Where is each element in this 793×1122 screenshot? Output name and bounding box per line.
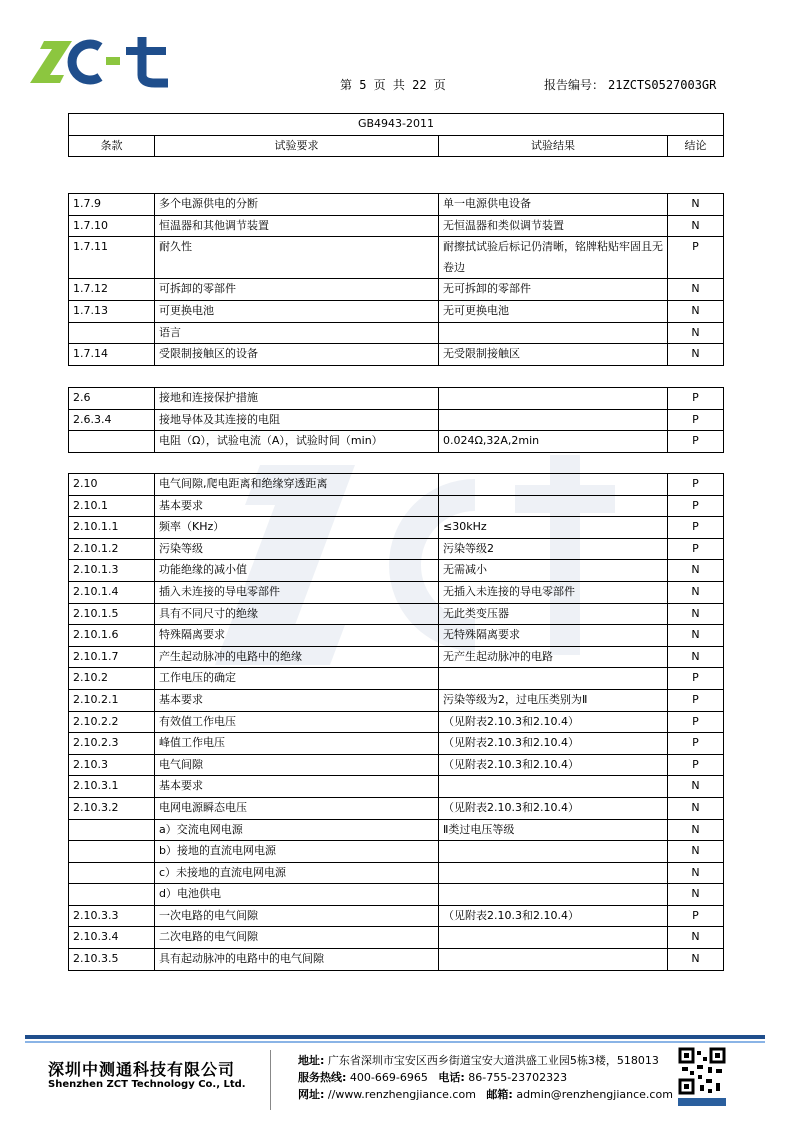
standard-title: GB4943-2011 [69,114,724,136]
verdict: P [668,474,724,496]
clause-row [69,560,724,582]
test-requirement: 具有不同尺寸的绝缘 [155,603,439,625]
test-requirement: 基本要求 [155,495,439,517]
test-requirement: 插入未连接的导电零部件 [155,581,439,603]
clause-row [69,776,724,798]
clause-row [69,279,724,301]
clause-number: 1.7.9 [69,194,155,216]
clause-row [69,733,724,755]
clause-number: 2.10.3.5 [69,949,155,971]
clause-number: 2.10.1.7 [69,646,155,668]
test-requirement: 一次电路的电气间隙 [155,905,439,927]
verdict: N [668,279,724,301]
verdict: N [668,819,724,841]
verdict: N [668,603,724,625]
clause-row [69,905,724,927]
test-result: （见附表2.10.3和2.10.4） [439,797,668,819]
clause-number: 2.10.1.4 [69,581,155,603]
verdict: N [668,927,724,949]
clause-number: 2.10.1.2 [69,538,155,560]
clause-row [69,237,724,279]
clause-number: 2.10.3 [69,754,155,776]
header-verdict: 结论 [668,135,724,157]
test-result [439,322,668,344]
clause-number: 2.10.3.2 [69,797,155,819]
test-result [439,776,668,798]
footer-contact [298,1052,673,1103]
test-result: Ⅱ类过电压等级 [439,819,668,841]
verdict: P [668,689,724,711]
test-result: （见附表2.10.3和2.10.4） [439,905,668,927]
test-result [439,388,668,410]
verdict: P [668,668,724,690]
qr-code-icon [678,1047,726,1095]
test-result [439,862,668,884]
test-requirement: 功能绝缘的减小值 [155,560,439,582]
test-result [439,884,668,906]
clause-row [69,949,724,971]
test-result [439,949,668,971]
clause-row [69,884,724,906]
clause-number: 2.10.3.4 [69,927,155,949]
test-result: 无产生起动脉冲的电路 [439,646,668,668]
test-result [439,668,668,690]
clause-row [69,646,724,668]
clause-number: 2.10.2 [69,668,155,690]
verdict: P [668,905,724,927]
test-requirement: 耐久性 [155,237,439,279]
test-requirement: a）交流电网电源 [155,819,439,841]
clause-number: 2.10.2.3 [69,733,155,755]
test-result: 无需减小 [439,560,668,582]
test-requirement: 基本要求 [155,776,439,798]
clause-number: 1.7.13 [69,300,155,322]
test-requirement: 工作电压的确定 [155,668,439,690]
test-requirement: 接地导体及其连接的电阻 [155,409,439,431]
verdict: N [668,949,724,971]
company-logo [30,35,175,90]
clause-row [69,797,724,819]
verdict: N [668,884,724,906]
test-requirement: d）电池供电 [155,884,439,906]
verdict: N [668,300,724,322]
hotline-label: 服务热线: [298,1071,347,1084]
test-result: 无可更换电池 [439,300,668,322]
test-result: （见附表2.10.3和2.10.4） [439,754,668,776]
verdict: P [668,388,724,410]
company-name-cn: 深圳中测通科技有限公司 [48,1060,236,1079]
clause-table-marking [68,193,724,366]
clause-number: 2.6 [69,388,155,410]
test-requirement: 恒温器和其他调节装置 [155,215,439,237]
clause-number: 2.10.1.3 [69,560,155,582]
clause-row [69,581,724,603]
test-result [439,927,668,949]
verdict: N [668,797,724,819]
verdict: P [668,711,724,733]
verdict: N [668,862,724,884]
clause-table-clearances [68,473,724,971]
header-requirement: 试验要求 [155,135,439,157]
email-link[interactable]: admin@renzhengjiance.com [516,1088,673,1101]
clause-number: 2.10.3.1 [69,776,155,798]
clause-row [69,322,724,344]
test-result [439,841,668,863]
test-requirement: 电气间隙 [155,754,439,776]
test-requirement: b）接地的直流电网电源 [155,841,439,863]
verdict: N [668,841,724,863]
clause-row [69,754,724,776]
clause-number [69,862,155,884]
test-requirement: 峰值工作电压 [155,733,439,755]
hotline: 400-669-6965 [349,1071,428,1084]
test-requirement: 电气间隙,爬电距离和绝缘穿透距离 [155,474,439,496]
test-result: 耐擦拭试验后标记仍清晰，铭牌粘贴牢固且无卷边 [439,237,668,279]
test-requirement: 可更换电池 [155,300,439,322]
clause-number [69,431,155,453]
clause-number: 2.10 [69,474,155,496]
clause-row [69,474,724,496]
test-requirement: 多个电源供电的分断 [155,194,439,216]
clause-number: 2.10.1 [69,495,155,517]
test-result: 污染等级2 [439,538,668,560]
test-requirement: 频率（KHz） [155,517,439,539]
test-result: 0.024Ω,32A,2min [439,431,668,453]
test-requirement: 电阻（Ω），试验电流（A），试验时间（min） [155,431,439,453]
test-result: （见附表2.10.3和2.10.4） [439,733,668,755]
clause-row [69,862,724,884]
report-number-value: 21ZCTS0527003GR [608,78,717,92]
clause-number: 2.10.3.3 [69,905,155,927]
clause-row [69,388,724,410]
clause-row [69,517,724,539]
company-name-en: Shenzhen ZCT Technology Co., Ltd. [48,1079,246,1090]
test-requirement: 语言 [155,322,439,344]
test-result: 污染等级为2，过电压类别为Ⅱ [439,689,668,711]
verdict: N [668,344,724,366]
page-number: 第 5 页 共 22 页 [340,78,446,92]
test-result: 无此类变压器 [439,603,668,625]
clause-row [69,194,724,216]
clause-number [69,884,155,906]
verdict: P [668,733,724,755]
clause-number: 1.7.10 [69,215,155,237]
verdict: N [668,194,724,216]
test-requirement: 污染等级 [155,538,439,560]
website-link[interactable]: //www.renzhengjiance.com [327,1088,476,1101]
clause-row [69,841,724,863]
report-number-label: 报告编号： [544,78,605,92]
test-result: ≤30kHz [439,517,668,539]
test-requirement: 受限制接触区的设备 [155,344,439,366]
clause-number: 2.10.1.5 [69,603,155,625]
footer-band [25,1035,765,1039]
clause-row [69,495,724,517]
clause-row [69,538,724,560]
standard-header-table [68,113,724,157]
verdict: P [668,754,724,776]
test-result [439,409,668,431]
test-result [439,495,668,517]
clause-row [69,711,724,733]
clause-row [69,625,724,647]
phone-label: 电话: [438,1071,465,1084]
clause-number: 2.6.3.4 [69,409,155,431]
test-requirement: 二次电路的电气间隙 [155,927,439,949]
clause-number: 2.10.1.1 [69,517,155,539]
verdict: N [668,646,724,668]
clause-number: 1.7.12 [69,279,155,301]
verdict: N [668,322,724,344]
test-requirement: 产生起动脉冲的电路中的绝缘 [155,646,439,668]
footer-band-light [25,1041,765,1043]
clause-row [69,668,724,690]
clause-row [69,819,724,841]
test-result: 无特殊隔离要求 [439,625,668,647]
clause-row [69,409,724,431]
test-requirement: 具有起动脉冲的电路中的电气间隙 [155,949,439,971]
verdict: P [668,538,724,560]
verdict: P [668,237,724,279]
test-result: （见附表2.10.3和2.10.4） [439,711,668,733]
verdict: P [668,431,724,453]
clause-row [69,603,724,625]
verdict: N [668,625,724,647]
web-label[interactable]: 网址: [298,1088,325,1101]
verdict: N [668,776,724,798]
test-requirement: 电网电源瞬态电压 [155,797,439,819]
verdict: N [668,581,724,603]
header-result: 试验结果 [439,135,668,157]
phone: 86-755-23702323 [468,1071,568,1084]
clause-number: 2.10.1.6 [69,625,155,647]
verdict: P [668,495,724,517]
test-requirement: 有效值工作电压 [155,711,439,733]
test-requirement: 基本要求 [155,689,439,711]
verdict: N [668,215,724,237]
footer-divider [270,1050,271,1110]
clause-number: 1.7.14 [69,344,155,366]
test-result [439,474,668,496]
test-result: 无恒温器和类似调节装置 [439,215,668,237]
address: 广东省深圳市宝安区西乡街道宝安大道洪盛工业园5栋3楼，518013 [327,1054,659,1067]
clause-number: 2.10.2.2 [69,711,155,733]
test-requirement: c）未接地的直流电网电源 [155,862,439,884]
clause-number: 2.10.2.1 [69,689,155,711]
test-result: 无插入未连接的导电零部件 [439,581,668,603]
qr-caption-bar [678,1098,726,1106]
email-label: 邮箱: [486,1088,513,1101]
clause-row [69,927,724,949]
verdict: N [668,560,724,582]
test-requirement: 接地和连接保护措施 [155,388,439,410]
test-requirement: 特殊隔离要求 [155,625,439,647]
address-label: 地址: [298,1054,325,1067]
clause-row [69,215,724,237]
clause-row [69,689,724,711]
verdict: P [668,517,724,539]
clause-number [69,819,155,841]
test-requirement: 可拆卸的零部件 [155,279,439,301]
clause-row [69,344,724,366]
report-number [540,76,716,93]
verdict: P [668,409,724,431]
clause-row [69,431,724,453]
test-result: 无受限制接触区 [439,344,668,366]
clause-table-earthing [68,387,724,453]
clause-number: 1.7.11 [69,237,155,279]
clause-number [69,322,155,344]
clause-row [69,300,724,322]
test-result: 单一电源供电设备 [439,194,668,216]
clause-number [69,841,155,863]
header-clause: 条款 [69,135,155,157]
test-result: 无可拆卸的零部件 [439,279,668,301]
